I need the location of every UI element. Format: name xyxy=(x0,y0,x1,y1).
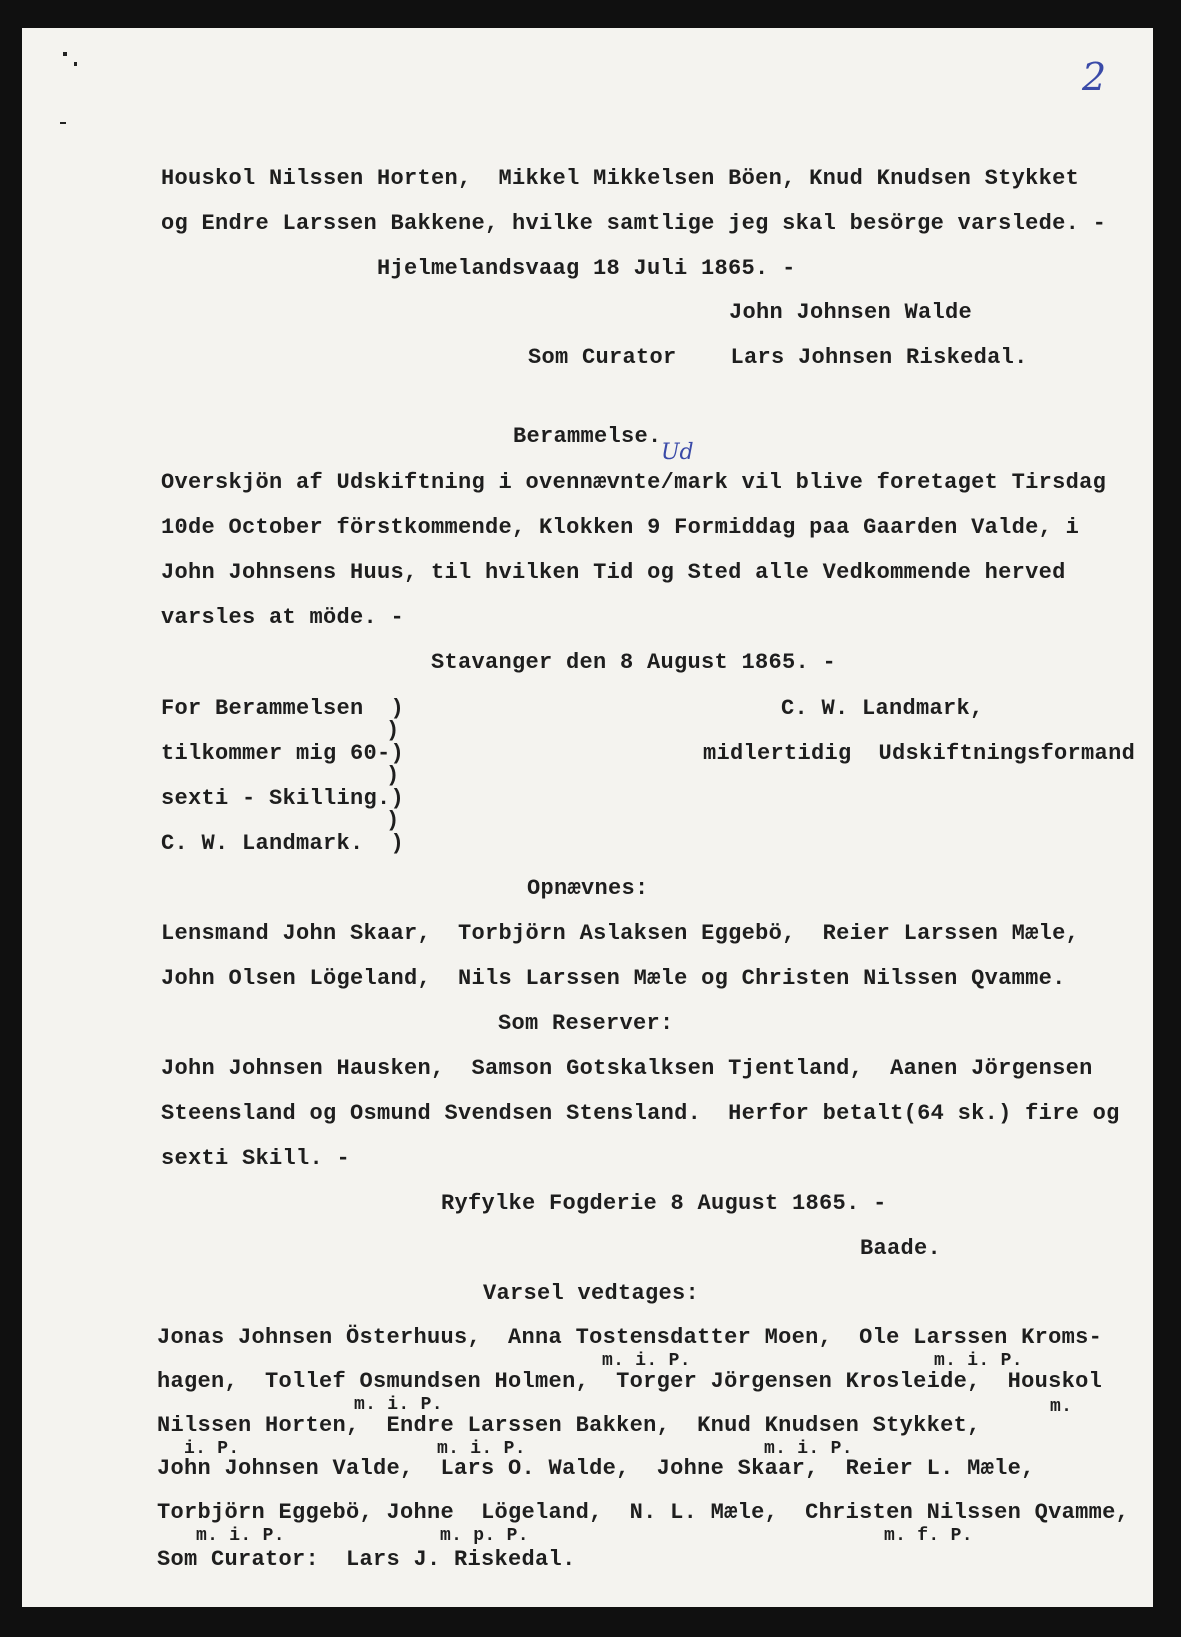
signature-line: Baade. xyxy=(860,1236,942,1261)
text-line: Stavanger den 8 August 1865. - xyxy=(431,650,837,675)
section-heading: Som Reserver: xyxy=(498,1011,674,1036)
handwritten-insert: Ud xyxy=(661,440,694,465)
notation-line: m. f. P. xyxy=(884,1526,973,1546)
margin-mark xyxy=(74,62,77,66)
text-line: John Olsen Lögeland, Nils Larssen Mæle og Christen Nilssen Qvamme. xyxy=(161,966,1066,991)
notation-line: m. i. P. xyxy=(196,1526,285,1546)
text-line: John Johnsens Huus, til hvilken Tid og Sted alle Vedkommende herved xyxy=(161,560,1066,585)
text-line: Nilssen Horten, Endre Larssen Bakken, Knud Knudsen Stykket, xyxy=(157,1413,981,1438)
notation-line: m. xyxy=(1050,1397,1073,1417)
signature-line: midlertidig Udskiftningsformand xyxy=(703,741,1136,766)
fee-note-bracket: ) xyxy=(386,718,400,743)
notation-line: m. i. P. xyxy=(602,1351,691,1371)
notation-line: m. i. P. xyxy=(764,1439,853,1459)
notation-line: m. i. P. xyxy=(354,1395,443,1415)
section-heading: Berammelse. xyxy=(513,424,662,449)
notation-line: m. i. P. xyxy=(437,1439,526,1459)
signature-line: Som Curator Lars Johnsen Riskedal. xyxy=(528,345,1028,370)
signature-line: C. W. Landmark, xyxy=(781,696,984,721)
text-line: Hjelmelandsvaag 18 Juli 1865. - xyxy=(377,256,796,281)
notation-line: i. P. xyxy=(184,1439,240,1459)
section-heading: Opnævnes: xyxy=(527,876,649,901)
fee-note-bracket: ) xyxy=(386,808,400,833)
fee-note-line: For Berammelsen ) xyxy=(161,696,405,721)
text-line: Overskjön af Udskiftning i ovennævnte/mark vil blive foretaget Tirsdag xyxy=(161,470,1107,495)
fee-note-bracket: ) xyxy=(386,763,400,788)
text-line: Jonas Johnsen Österhuus, Anna Tostensdatter Moen, Ole Larssen Kroms- xyxy=(157,1325,1103,1350)
text-line: Lensmand John Skaar, Torbjörn Aslaksen Eggebö, Reier Larssen Mæle, xyxy=(161,921,1080,946)
text-line: varsles at möde. - xyxy=(161,605,405,630)
fee-note-line: tilkommer mig 60-) xyxy=(161,741,405,766)
text-line: sexti Skill. - xyxy=(161,1146,351,1171)
signature-line: John Johnsen Walde xyxy=(729,300,973,325)
text-line: John Johnsen Hausken, Samson Gotskalksen Tjentland, Aanen Jörgensen xyxy=(161,1056,1093,1081)
section-heading: Varsel vedtages: xyxy=(483,1281,700,1306)
fee-note-line: sexti - Skilling.) xyxy=(161,786,405,811)
text-line: Houskol Nilssen Horten, Mikkel Mikkelsen Böen, Knud Knudsen Stykket xyxy=(161,166,1080,191)
margin-mark xyxy=(63,52,67,56)
notation-line: m. p. P. xyxy=(440,1526,529,1546)
text-line: John Johnsen Valde, Lars O. Walde, Johne Skaar, Reier L. Mæle, xyxy=(157,1456,1035,1481)
text-line: 10de October förstkommende, Klokken 9 Formiddag paa Gaarden Valde, i xyxy=(161,515,1080,540)
page-number: 2 xyxy=(1082,55,1107,99)
margin-mark xyxy=(60,122,66,124)
text-line: Torbjörn Eggebö, Johne Lögeland, N. L. Mæle, Christen Nilssen Qvamme, xyxy=(157,1500,1130,1525)
text-line: Som Curator: Lars J. Riskedal. xyxy=(157,1547,576,1572)
notation-line: m. i. P. xyxy=(934,1351,1023,1371)
text-line: Ryfylke Fogderie 8 August 1865. - xyxy=(441,1191,887,1216)
fee-note-line: C. W. Landmark. ) xyxy=(161,831,405,856)
text-line: Steensland og Osmund Svendsen Stensland. Herfor betalt(64 sk.) fire og xyxy=(161,1101,1120,1126)
text-line: og Endre Larssen Bakkene, hvilke samtlige jeg skal besörge varslede. - xyxy=(161,211,1107,236)
text-line: hagen, Tollef Osmundsen Holmen, Torger Jörgensen Krosleide, Houskol xyxy=(157,1369,1103,1394)
